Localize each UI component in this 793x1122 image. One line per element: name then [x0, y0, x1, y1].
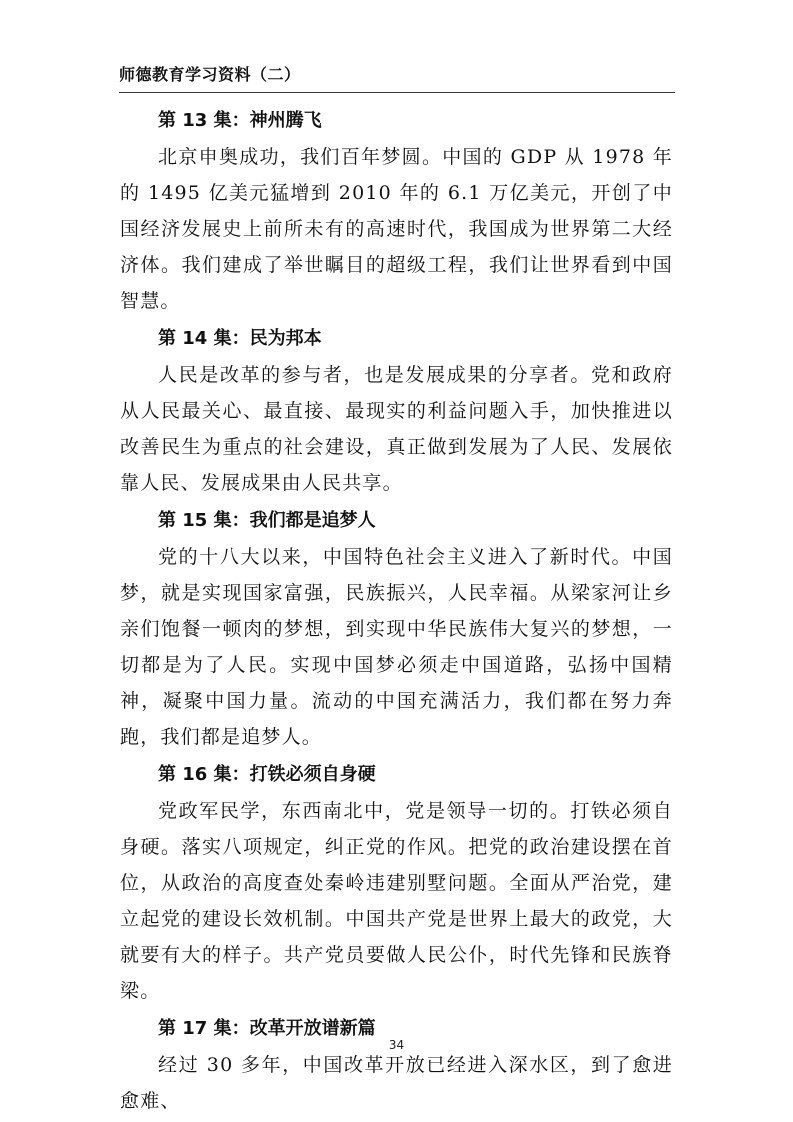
section-heading: 第 15 集：我们都是追梦人 [158, 510, 376, 531]
section-paragraph: 经过 30 多年，中国改革开放已经进入深水区，到了愈进愈难、 [120, 1054, 673, 1112]
section [120, 1011, 673, 1119]
page-number: 34 [388, 1038, 405, 1052]
section-paragraph: 党政军民学，东西南北中，党是领导一切的。打铁必须自身硬。落实八项规定，纠正党的作风。把党的政治建设摆在首位，从政治的高度查处秦岭违建别墅问题。全面从严治党，建立起党的建设长效机制。中国共产党是世界上最大的政党，大就要有大的样子。共产党员要做人民公仆，时代先锋和民族脊梁。 [120, 800, 673, 1002]
section [120, 503, 673, 755]
section-paragraph: 人民是改革的参与者，也是发展成果的分享者。党和政府从人民最关心、最直接、最现实的利益问题入手，加快推进以改善民生为重点的社会建设，真正做到发展为了人民、发展依靠人民、发展成果由人民共享。 [120, 364, 673, 494]
running-header: 师德教育学习资料（二） [119, 65, 301, 84]
section-paragraph: 党的十八大以来，中国特色社会主义进入了新时代。中国梦，就是实现国家富强，民族振兴，人民幸福。从梁家河让乡亲们饱餐一顿肉的梦想，到实现中华民族伟大复兴的梦想，一切都是为了人民。实现中国梦必须走中国道路，弘扬中国精神，凝聚中国力量。流动的中国充满活力，我们都在努力奔跑，我们都是追梦人。 [120, 546, 673, 748]
section-heading: 第 13 集：神州腾飞 [158, 110, 322, 131]
document-body [120, 103, 673, 1121]
section-heading: 第 14 集：民为邦本 [158, 328, 322, 349]
section-paragraph: 北京申奥成功，我们百年梦圆。中国的 GDP 从 1978 年的 1495 亿美元猛增到 2010 年的 6.1 万亿美元，开创了中国经济发展史上前所未有的高速时代，我国成为世界第二大经济体。我们建成了举世瞩目的超级工程，我们让世界看到中国智慧。 [120, 146, 673, 312]
section-heading: 第 16 集：打铁必须自身硬 [158, 764, 376, 785]
header-divider [119, 92, 675, 93]
section-heading: 第 17 集：改革开放谱新篇 [158, 1018, 376, 1039]
section [120, 321, 673, 501]
section [120, 757, 673, 1009]
section [120, 103, 673, 319]
